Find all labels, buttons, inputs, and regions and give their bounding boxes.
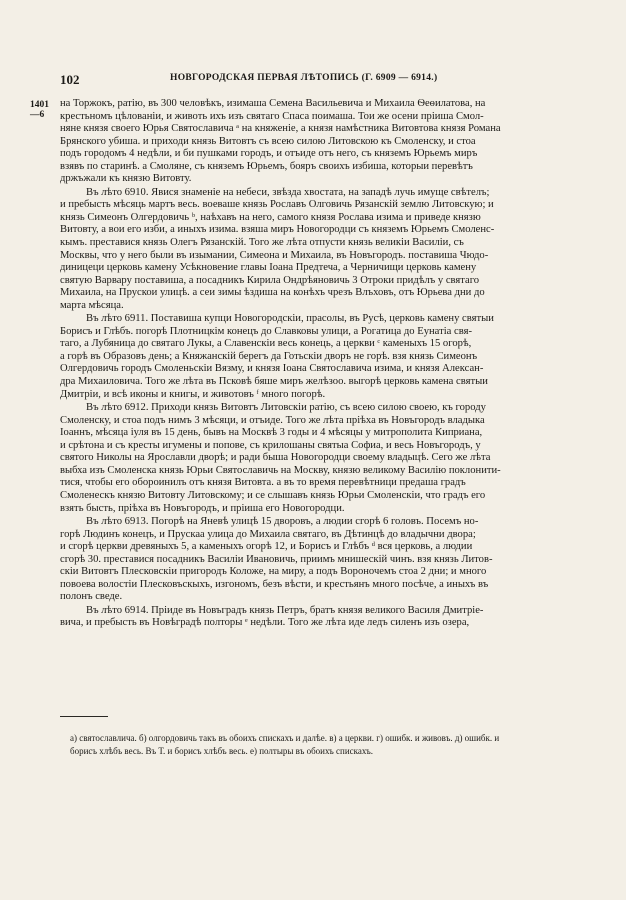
text-line: горѣ Людинъ конецъ, и Прускаа улица до Михаила святаго, въ Дѣтинцѣ до владычни двора; [60, 528, 476, 540]
text-line: святого Николы на Ярославли дворѣ; и ради быша Новогородци своему владыцѣ. Сего же лѣта [60, 452, 491, 464]
footnote-line: борисъ хлѣбъ весь. Въ Т. и борисъ хлѣбъ весь. е) полтыры въ обоихъ спискахъ. [70, 746, 373, 756]
text-line: повоева волостіи Плесковъскыхъ, изгономъ, безъ вѣсти, и крестьянъ много посѣче, а иныхъ въ [60, 578, 489, 590]
text-line: Въ лѣто 6912. Приходи князь Витовтъ Литовскіи ратію, съ всею силою своею, къ городу [86, 402, 486, 414]
chronicle-paragraph [60, 313, 588, 401]
text-line: Дмитріи, и всѣ иконы и книгы, и животовъ ᶠ много погорѣ. [60, 388, 326, 400]
text-line: Въ лѣто 6911. Поставиша купци Новогородскіи, прасолы, въ Русѣ, церковь камену святыи [86, 313, 494, 325]
text-line: а горѣ въ Образовъ день; а Княжанскій берегъ да Готьскіи дворъ не горѣ. взя князь Симеонъ [60, 350, 478, 362]
text-line: Смоленескъ князю Витовту Литовскому; и се слышавъ князь Юрьи Смоленскіи, что градъ его [60, 489, 486, 501]
text-line: и сгорѣ церкви древяныхъ 5, а каменыхъ огорѣ 12, и Борисъ и Глѣбъ ᵈ вся церковь, а людии [60, 541, 473, 553]
text-line: диницеци церковь камену Усѣкновение главы Іоана Предтеча, а Черничищи церковь камену [60, 262, 477, 274]
text-line: Брянского убиша. и приходи князь Витовтъ съ всею силою Литовскою къ Смоленску, и стоа [60, 135, 476, 147]
chronicle-paragraph [60, 98, 588, 186]
text-line: Москвы, что у него были въ изымании, Симеона и Михаила, въ Новъгородъ. поставиша Чюдо- [60, 249, 489, 261]
text-line: няне князя своего Юрья Святославича ᵃ на княженіе, а князя намѣстника Витовтова князя Романа [60, 123, 501, 135]
margin-year: 1401 [30, 100, 49, 110]
text-line: држъжали къ князю Витовту. [60, 173, 192, 185]
text-line: выбха изъ Смоленска князь Юрьи Святославичь на Москву, князю великому Василію поклонити- [60, 464, 501, 476]
text-line: взять бысть, пріѣха въ Новъгородъ, и пріиша его Новогородци. [60, 502, 345, 514]
chronicle-paragraph [60, 605, 588, 630]
text-line: Іоаннъ, мѣсяца іуля въ 15 день, бывъ на Москвѣ 3 годы и 4 мѣсяцы у митрополита Киприана, [60, 427, 483, 439]
text-line: кымъ. преставися князь Олегъ Рязанскій. Того же лѣта отпусти князь великіи Василіи, съ [60, 237, 464, 249]
text-line: крестьномъ цѣлованіи, и животь ихъ изъ святаго Спаса поимаша. Тои же осени пріиша Смол- [60, 110, 484, 122]
text-line: Михаила, на Прускои улицѣ. а сеи зимы ѣздиша на конѣхъ чрезъ Влъховъ, отъ Юрьева дни до [60, 287, 485, 299]
text-line: Смоленску, и стоа подъ нимъ 3 мѣсяци, и отъиде. Того же лѣта пріѣха въ Новъгородъ владыка [60, 414, 485, 426]
text-line: Олгердовичь городъ Смоленьскіи Вязму, и князя Іоана Святославича изима, и князя Алексан- [60, 363, 484, 375]
text-line: взявъ по старинѣ. а Смоляне, съ княземъ Юрьемъ, бояръ своихъ избиша, которыи перевѣтъ [60, 160, 473, 172]
text-line: и пребысть мѣсяць мартъ весь. воеваше князь Рославъ Олговичь Рязанскій землю Литовскую; и [60, 199, 494, 211]
text-line: на Торжокъ, ратію, въ 300 человѣкъ, изимаша Семена Васильевича и Михаила Ѳеѳилатова, на [60, 98, 486, 109]
footnote-line: а) святославлича. б) олгордовичь такъ въ обоихъ спискахъ и далѣе. в) а церкви. г) ошибк. и живовъ. д) ошибк. и [70, 733, 500, 743]
text-line: подъ городомъ 4 недѣли, и би пушками городъ, и отъиде отъ него, съ княземъ Юрьемъ миръ [60, 148, 478, 160]
text-line: Въ лѣто 6910. Явися знаменіе на небеси, звѣзда хвостата, на западѣ лучь имуще свѣтелъ; [86, 186, 490, 198]
chronicle-paragraph [60, 402, 588, 515]
margin-year-note [30, 100, 49, 120]
chronicle-paragraph [60, 516, 588, 604]
text-line: князь Симеонъ Олгердовичь ᵇ, наѣхавъ на него, самого князя Рослава изима и приведе князю [60, 211, 481, 223]
text-line: сгорѣ 30. преставися посадникъ Василіи Ивановичь, приимъ мнишескій чинъ. взя князь Литов- [60, 553, 493, 565]
text-line: и срѣтона и съ кресты игумены и попове, съ крилошаны святыа Софиа, и весь Новъгородъ, у [60, 439, 481, 451]
text-line: Въ лѣто 6914. Пріиде въ Новъградъ князь Петръ, братъ князя великого Василя Дмитріе- [86, 604, 484, 616]
page-header [60, 72, 580, 90]
footnote-divider [60, 716, 108, 717]
text-line: скіи Витовтъ Плесковскіи пригородъ Коложе, на миру, а подъ Вороночемъ стоа 2 дни; и много [60, 566, 487, 578]
text-line: святую Варвару поставиша, а посадникъ Кирила Ондрѣяновичь 3 Отроки придѣлъ у святаго [60, 274, 480, 286]
chronicle-paragraph [60, 187, 588, 312]
text-line: дра Михаиловича. Того же лѣта въ Псковѣ бяше миръ желѣзоо. выгорѣ церковь камена святыи [60, 376, 488, 388]
text-line: Въ лѣто 6913. Погорѣ на Яневѣ улицѣ 15 дворовъ, а людии сгорѣ 6 головъ. Посемъ но- [86, 516, 479, 528]
text-line: тися, чтобы его обороинилъ отъ князя Витовта. а въ то время перевѣтници предаша градъ [60, 477, 466, 489]
text-line: вича, и пребысть въ Новѣградѣ полторы ᵉ недѣли. Того же лѣта иде ледъ силенъ изъ озера, [60, 617, 470, 629]
margin-year-range: —6 [30, 110, 45, 120]
footnotes [70, 732, 590, 758]
text-line: Витовту, а вои его изби, а иныхъ изима. взяша миръ Новогородци съ княземъ Юрьемъ Смоленс- [60, 224, 495, 236]
text-line: Борисъ и Глѣбъ. погорѣ Плотницкім конецъ до Славковы улици, а Рогатица до Еунатіа свя- [60, 325, 472, 337]
text-line: полонъ сведе. [60, 591, 123, 603]
text-line: таго, а Лубяница до святаго Лукы, а Славенскіи весь конець, а церкви ᶜ каменыхъ 15 огорѣ, [60, 338, 472, 350]
text-line: марта мѣсяца. [60, 299, 124, 311]
chronicle-text [60, 98, 588, 630]
running-title: НОВГОРОДСКАЯ ПЕРВАЯ ЛѢТОПИСЬ (Г. 6909 — 6914.) [170, 73, 438, 83]
page-number: 102 [60, 72, 80, 87]
